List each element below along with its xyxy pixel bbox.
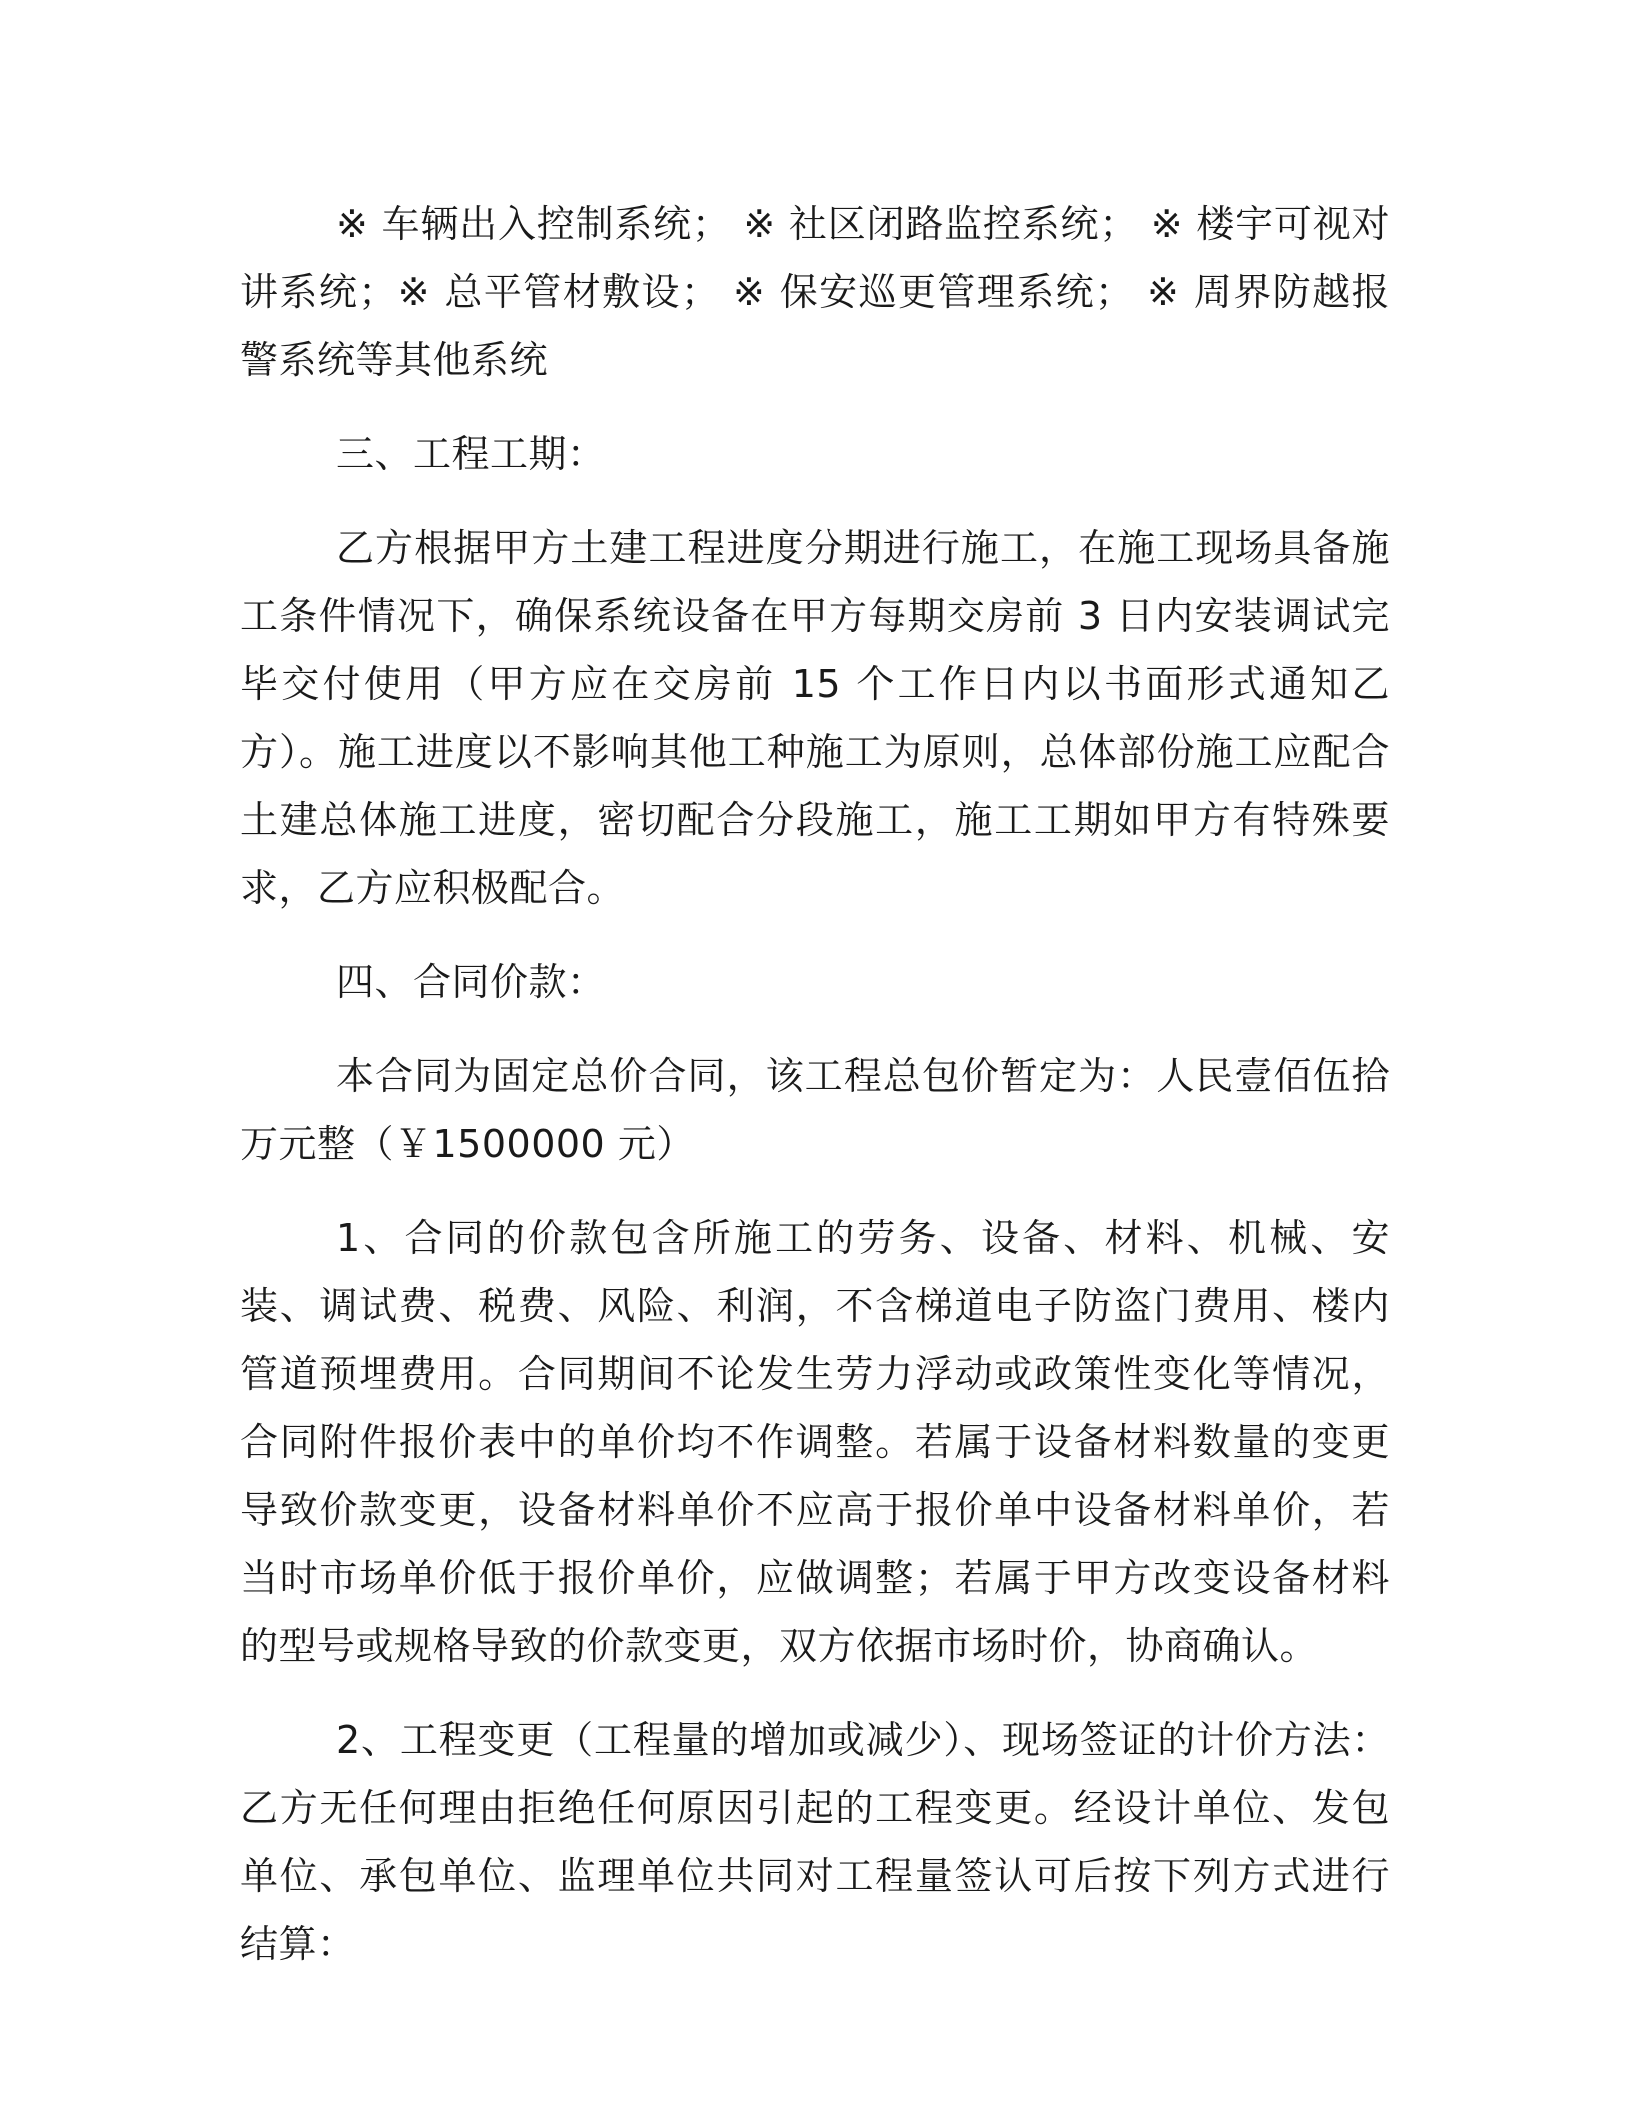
heading-construction-period: 三、工程工期： [336,432,606,476]
document-body [240,190,1390,1978]
paragraph-gap [240,1178,1390,1204]
paragraph-gap [240,488,1390,514]
paragraph-gap [240,922,1390,948]
heading-contract-price: 四、合同价款： [336,960,606,1004]
paragraph-price-clause-1: 1、合同的价款包含所施工的劳务、设备、材料、机械、安装、调试费、税费、风险、利润，不含梯道电子防盗门费用、楼内管道预埋费用。合同期间不论发生劳力浮动或政策性变化等情况，合同附件报价表中的单价均不作调整。若属于设备材料数量的变更导致价款变更，设备材料单价不应高于报价单中设备材料单价，若当时市场单价低于报价单价，应做调整；若属于甲方改变设备材料的型号或规格导致的价款变更，双方依据市场时价，协商确认。 [240,1216,1390,1668]
paragraph-price-clause-2: 2、工程变更（工程量的增加或减少）、现场签证的计价方法：乙方无任何理由拒绝任何原因引起的工程变更。经设计单位、发包单位、承包单位、监理单位共同对工程量签认可后按下列方式进行结算： [240,1718,1390,1966]
paragraph-gap [240,394,1390,420]
paragraph-gap [240,1016,1390,1042]
paragraph-construction-period: 乙方根据甲方土建工程进度分期进行施工，在施工现场具备施工条件情况下，确保系统设备在甲方每期交房前 3 日内安装调试完毕交付使用（甲方应在交房前 15 个工作日内以书面形式通知乙方）。施工进度以不影响其他工种施工为原则，总体部份施工应配合土建总体施工进度，密切配合分段施工，施工工期如甲方有特殊要求，乙方应积极配合。 [240,526,1390,910]
paragraph-fixed-price: 本合同为固定总价合同，该工程总包价暂定为：人民壹佰伍拾万元整（￥1500000 元） [240,1054,1390,1166]
paragraph-systems-list: ※ 车辆出入控制系统； ※ 社区闭路监控系统； ※ 楼宇可视对讲系统；※ 总平管材敷设； ※ 保安巡更管理系统； ※ 周界防越报警系统等其他系统 [240,202,1390,382]
paragraph-gap [240,1680,1390,1706]
